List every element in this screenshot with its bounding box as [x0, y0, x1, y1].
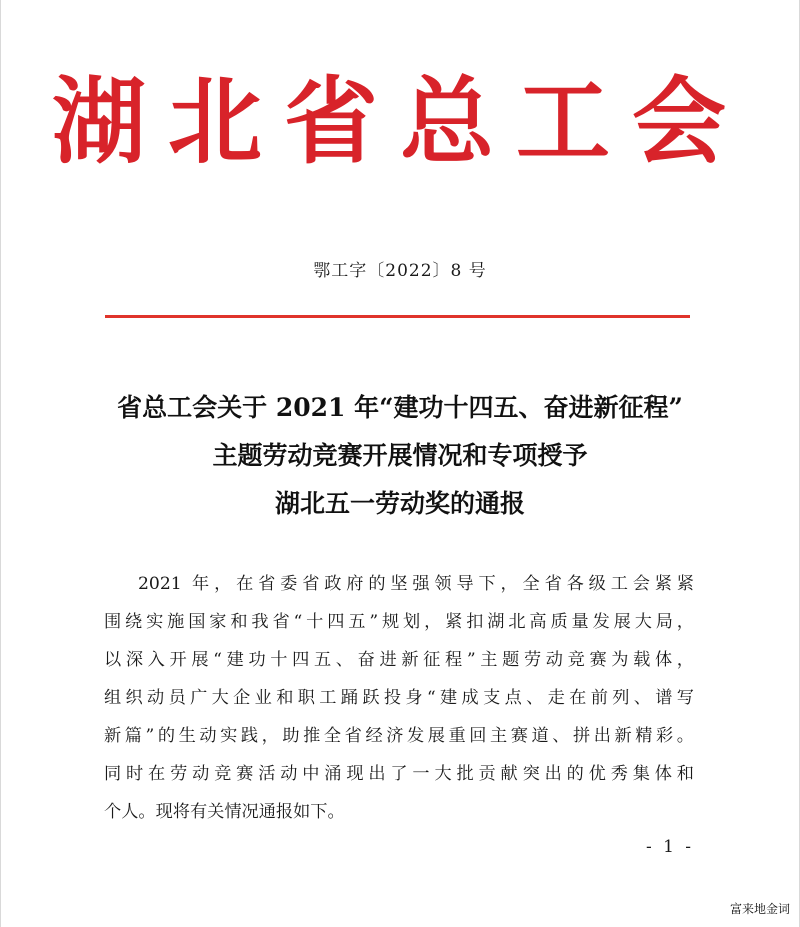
organization-header: 湖北省总工会 — [51, 68, 748, 177]
body-line: 围绕实施国家和我省“十四五”规划，紧扣湖北高质量发展大局， — [104, 612, 694, 632]
body-line: 组织动员广大企业和职工踊跃投身“建成支点、走在前列、谱写 — [104, 688, 694, 708]
title-line: 主题劳动竞赛开展情况和专项授予 — [212, 441, 588, 470]
body-line: 个人。现将有关情况通报如下。 — [104, 802, 345, 822]
body-paragraph — [104, 565, 694, 831]
document-number: 鄂工字〔2022〕8 号 — [313, 261, 487, 281]
body-line: 新篇”的生动实践，助推全省经济发展重回主赛道、拼出新精彩。 — [104, 726, 694, 746]
body-line: 2021 年，在省委省政府的坚强领导下，全省各级工会紧紧 — [138, 574, 694, 594]
document-title — [60, 384, 740, 528]
watermark-text: 富来地金词 — [729, 902, 790, 916]
title-line: 湖北五一劳动奖的通报 — [274, 489, 525, 518]
body-line: 同时在劳动竞赛活动中涌现出了一大批贡献突出的优秀集体和 — [104, 764, 694, 784]
body-line: 以深入开展“建功十四五、奋进新征程”主题劳动竞赛为载体， — [104, 650, 694, 670]
page-number: - 1 - — [645, 837, 695, 857]
red-divider-line — [105, 315, 690, 318]
title-line: 省总工会关于 2021 年“建功十四五、奋进新征程” — [117, 393, 683, 422]
